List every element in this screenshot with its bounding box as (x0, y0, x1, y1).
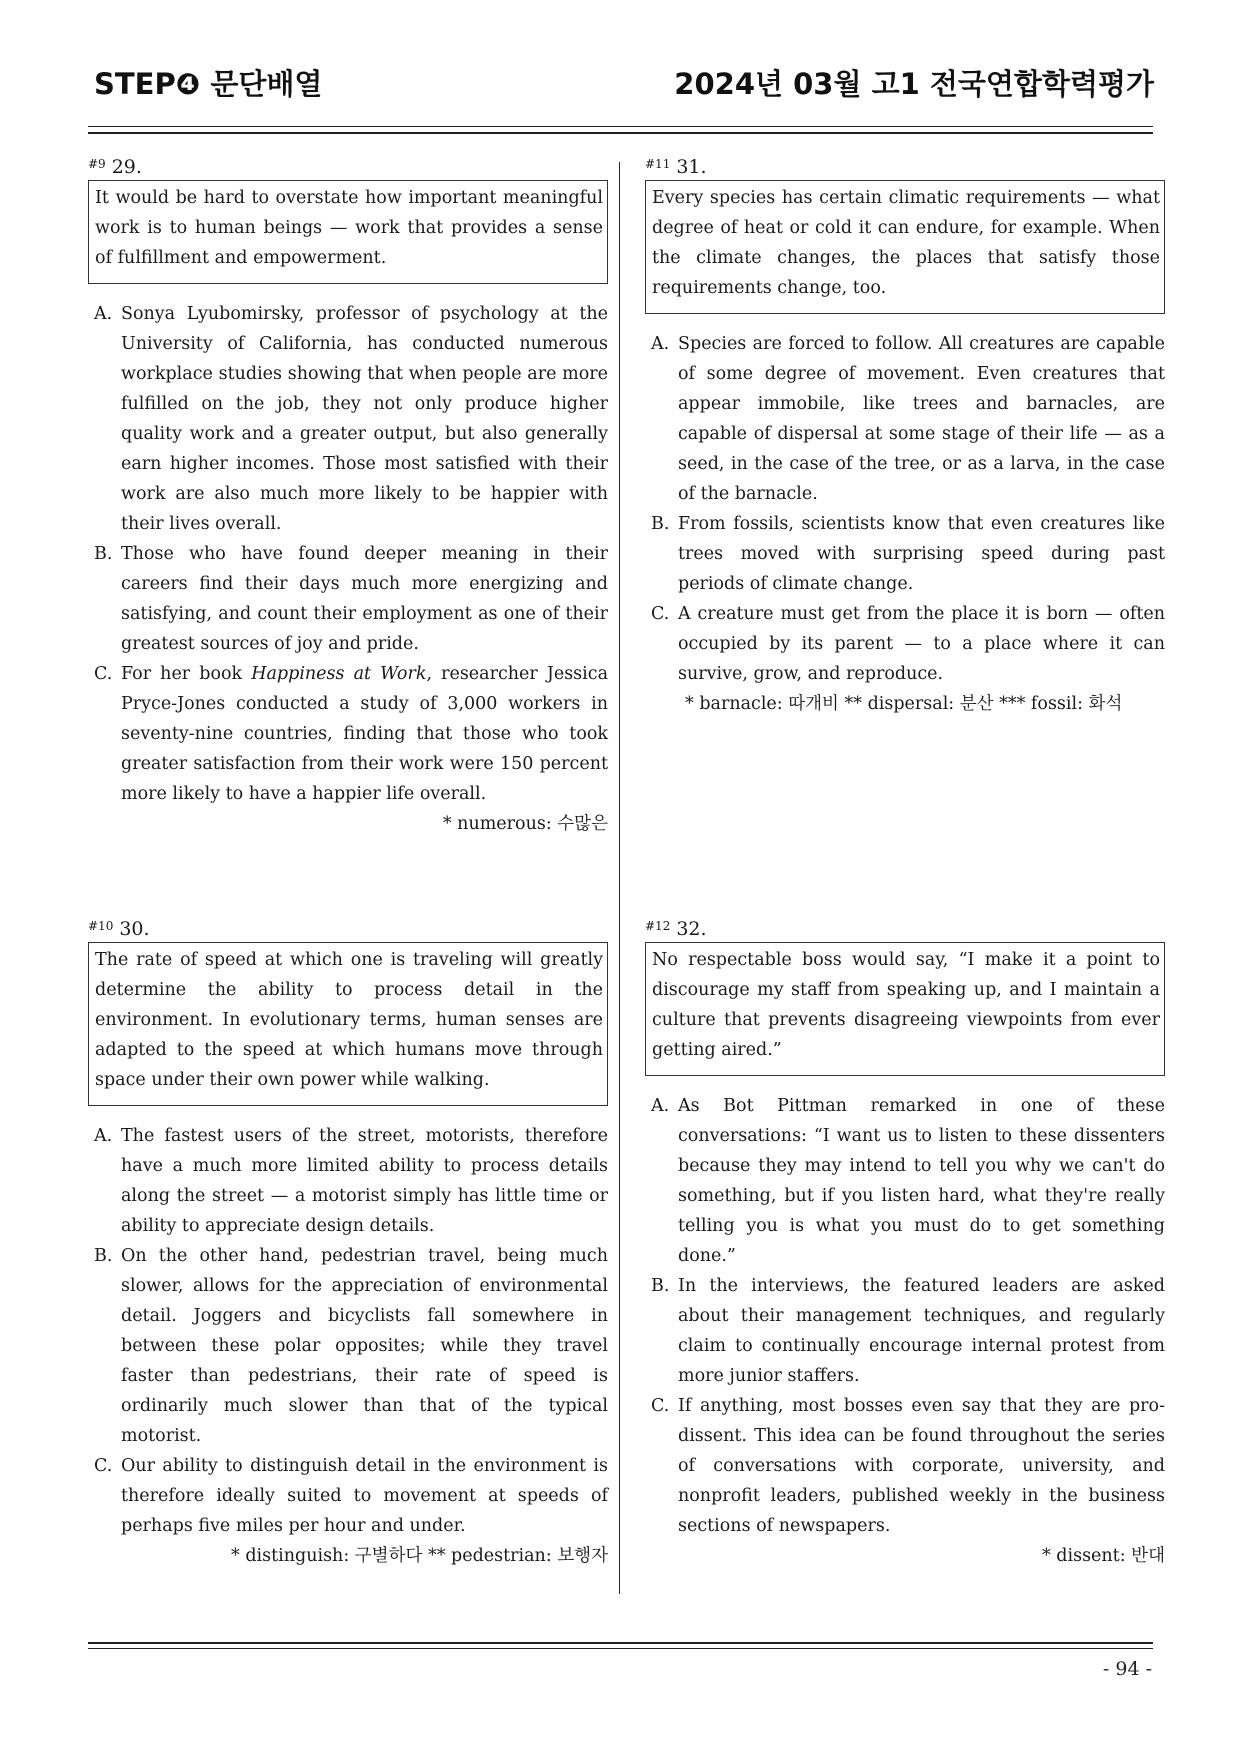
column-divider (619, 162, 620, 1594)
option-letter: B. (651, 514, 670, 534)
option-text-part: , researcher Jessica Pryce-Jones conducted a study of 3,000 workers in seventy-nine countries, finding that those who took greater satisfaction from their work were 150 percent more likely to have a happier life overall. (121, 664, 608, 804)
footer-rule (88, 1642, 1153, 1649)
question-tag: #12 (645, 919, 671, 933)
option-text: Sonya Lyubomirsky, professor of psychology at the University of California, has conducted numerous workplace studies showing that when people are more fulfilled on the job, they not only produce higher quality work and a greater output, but also generally earn higher incomes. Those most satisfied with their work are also much more likely to be happier with their lives overall. (121, 304, 608, 534)
option-letter: C. (94, 664, 113, 684)
vocab-note: * distinguish: 구별하다 ** pedestrian: 보행자 (231, 1546, 608, 1566)
option-b (94, 1241, 608, 1451)
book-title: Happiness at Work (251, 664, 427, 684)
option-a (94, 299, 608, 539)
option-b (651, 1271, 1165, 1391)
option-letter: C. (651, 1396, 670, 1416)
header-rule (88, 126, 1153, 134)
option-letter: B. (94, 1246, 113, 1266)
question-tag: #11 (645, 157, 671, 171)
question-id (88, 916, 608, 942)
option-letter: C. (651, 604, 670, 624)
question-id (645, 154, 1165, 180)
option-c (94, 659, 608, 809)
vocab-note: * numerous: 수많은 (442, 814, 608, 834)
option-text: In the interviews, the featured leaders are asked about their management techniques, and regularly claim to continually encourage internal protest from more junior staffers. (678, 1276, 1165, 1386)
option-text: From fossils, scientists know that even creatures like trees moved with surprising speed during past periods of climate change. (678, 514, 1165, 594)
vocab-note: * barnacle: 따개비 ** dispersal: 분산 *** fossil: 화석 (685, 694, 1123, 714)
option-letter: A. (94, 304, 113, 324)
option-text (121, 659, 608, 809)
intro-box: Every species has certain climatic requirements — what degree of heat or cold it can endure, for example. When the climate changes, the places that satisfy those requirements change, too. (645, 180, 1165, 314)
options-list (645, 1091, 1165, 1541)
question-number: 30. (119, 918, 150, 940)
options-list (88, 299, 608, 809)
option-b (94, 539, 608, 659)
question-number: 32. (676, 918, 707, 940)
option-letter: B. (94, 544, 113, 564)
intro-box: It would be hard to overstate how important meaningful work is to human beings — work that provides a sense of fulfillment and empowerment. (88, 180, 608, 284)
options-list (645, 329, 1165, 689)
option-text: The fastest users of the street, motorists, therefore have a much more limited ability to process details along the street — a motorist simply has little time or ability to appreciate design details. (121, 1126, 608, 1236)
question-32 (645, 916, 1165, 1571)
question-id (88, 154, 608, 180)
exam-title: 2024년 03월 고1 전국연합학력평가 (674, 67, 1154, 101)
question-29 (88, 154, 608, 839)
intro-box: No respectable boss would say, “I make it a point to discourage my staff from speaking up, and I maintain a culture that prevents disagreeing viewpoints from ever getting aired.” (645, 942, 1165, 1076)
option-text: If anything, most bosses even say that they are pro-dissent. This idea can be found throughout the series of conversations with corporate, university, and nonprofit leaders, published weekly in the business sections of newspapers. (678, 1396, 1165, 1536)
question-tag: #9 (88, 157, 106, 171)
options-list (88, 1121, 608, 1541)
question-number: 31. (676, 156, 707, 178)
option-c (94, 1451, 608, 1541)
option-text: A creature must get from the place it is born — often occupied by its parent — to a place where it can survive, grow, and reproduce. (678, 604, 1165, 684)
option-letter: A. (94, 1126, 113, 1146)
option-text: Our ability to distinguish detail in the environment is therefore ideally suited to movement at speeds of perhaps five miles per hour and under. (121, 1456, 608, 1536)
option-letter: B. (651, 1276, 670, 1296)
question-id (645, 916, 1165, 942)
option-text: As Bot Pittman remarked in one of these conversations: “I want us to listen to these dissenters because they may intend to tell you why we can't do something, but if you listen hard, what they're really telling you is what you must do to get something done.” (678, 1096, 1165, 1266)
question-number: 29. (111, 156, 142, 178)
question-31 (645, 154, 1165, 719)
option-letter: A. (651, 1096, 670, 1116)
option-c (651, 599, 1165, 689)
question-tag: #10 (88, 919, 114, 933)
option-text: Those who have found deeper meaning in their careers find their days much more energizing and satisfying, and count their employment as one of their greatest sources of joy and pride. (121, 544, 608, 654)
option-text-part: For her book (121, 664, 252, 684)
page-number: - 94 - (1102, 1658, 1152, 1680)
option-a (651, 329, 1165, 509)
question-30 (88, 916, 608, 1571)
option-text: Species are forced to follow. All creatures are capable of some degree of movement. Even creatures that appear immobile, like trees and barnacles, are capable of dispersal at some stage of their life — as a seed, in the case of the tree, or as a larva, in the case of the barnacle. (678, 334, 1165, 504)
option-a (94, 1121, 608, 1241)
option-b (651, 509, 1165, 599)
vocab-note: * dissent: 반대 (1041, 1546, 1165, 1566)
option-letter: A. (651, 334, 670, 354)
step-label: STEP❹ 문단배열 (94, 67, 323, 101)
intro-box: The rate of speed at which one is traveling will greatly determine the ability to process detail in the environment. In evolutionary terms, human senses are adapted to the speed at which humans move through space under their own power while walking. (88, 942, 608, 1106)
option-text: On the other hand, pedestrian travel, being much slower, allows for the appreciation of environmental detail. Joggers and bicyclists fall somewhere in between these polar opposites; while they travel faster than pedestrians, their rate of speed is ordinarily much slower than that of the typical motorist. (121, 1246, 608, 1446)
option-a (651, 1091, 1165, 1271)
option-c (651, 1391, 1165, 1541)
option-letter: C. (94, 1456, 113, 1476)
